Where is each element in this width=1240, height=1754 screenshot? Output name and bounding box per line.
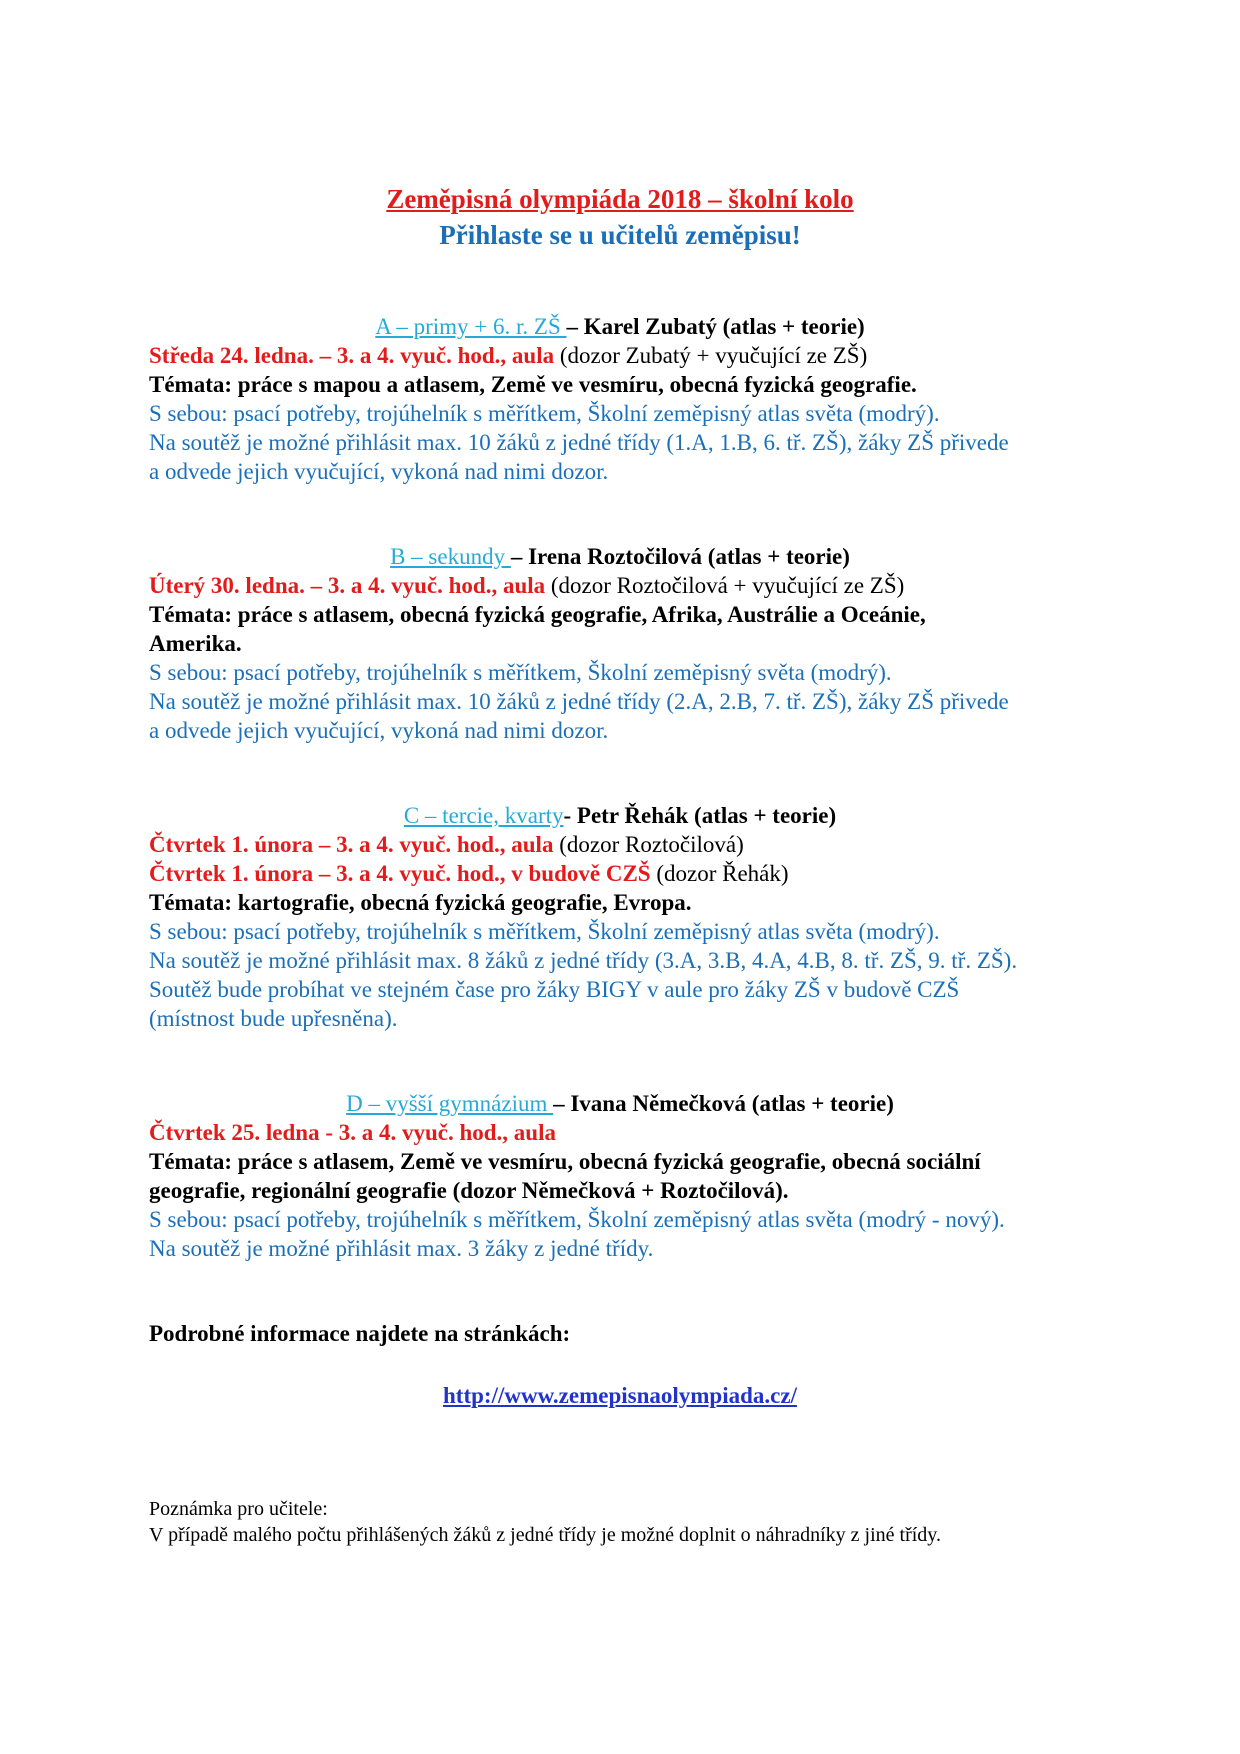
document-subtitle: Přihlaste se u učitelů zeměpisu! — [439, 220, 801, 250]
section-a-link[interactable]: A – primy + 6. r. ZŠ — [375, 314, 567, 339]
section-b-heading: B – sekundy – Irena Roztočilová (atlas + teorie) — [390, 544, 850, 569]
section-d-info-line: Na soutěž je možné přihlásit max. 3 žáky z jedné třídy. — [149, 1236, 654, 1261]
section-d-link[interactable]: D – vyšší gymnázium — [346, 1091, 554, 1116]
website-link — [0, 1381, 1240, 1410]
section-d-heading: D – vyšší gymnázium – Ivana Němečková (atlas + teorie) — [346, 1091, 894, 1116]
note-text: V případě malého počtu přihlášených žáků z jedné třídy je možné doplnit o náhradníky z jiné třídy. — [149, 1524, 941, 1546]
section-c-info-line: S sebou: psací potřeby, trojúhelník s měřítkem, Školní zeměpisný atlas světa (modrý). — [149, 919, 940, 944]
website-url[interactable]: http://www.zemepisnaolympiada.cz/ — [443, 1383, 797, 1408]
section-c-info-line: Na soutěž je možné přihlásit max. 8 žáků z jedné třídy (3.A, 3.B, 4.A, 4.B, 8. tř. ZŠ, 9. tř. ZŠ). — [149, 948, 1018, 973]
section-a-topics: Témata: práce s mapou a atlasem, Země ve vesmíru, obecná fyzická geografie. — [149, 372, 917, 397]
note-label: Poznámka pro učitele: — [149, 1498, 328, 1520]
section-c-date-2: Čtvrtek 1. února – 3. a 4. vyuč. hod., v budově CZŠ (dozor Řehák) — [149, 861, 789, 886]
section-b-topics: Amerika. — [149, 631, 242, 656]
document-title: Zeměpisná olympiáda 2018 – školní kolo — [386, 184, 854, 214]
section-a-info-line: Na soutěž je možné přihlásit max. 10 žáků z jedné třídy (1.A, 1.B, 6. tř. ZŠ), žáky ZŠ přivede — [149, 430, 1009, 455]
section-b-info-line: a odvede jejich vyučující, vykoná nad nimi dozor. — [149, 718, 609, 743]
section-d-topics: Témata: práce s atlasem, Země ve vesmíru, obecná fyzická geografie, obecná sociální — [149, 1149, 981, 1174]
section-c-info-line: Soutěž bude probíhat ve stejném čase pro žáky BIGY v aule pro žáky ZŠ v budově CZŠ — [149, 977, 960, 1002]
section-b-link[interactable]: B – sekundy — [390, 544, 511, 569]
section-a-date: Středa 24. ledna. – 3. a 4. vyuč. hod., aula (dozor Zubatý + vyučující ze ZŠ) — [149, 343, 868, 368]
section-b-info-line: S sebou: psací potřeby, trojúhelník s měřítkem, Školní zeměpisný světa (modrý). — [149, 660, 892, 685]
section-c-info-line: (místnost bude upřesněna). — [149, 1006, 398, 1031]
section-c-topics: Témata: kartografie, obecná fyzická geografie, Evropa. — [149, 890, 692, 915]
section-b-info-line: Na soutěž je možné přihlásit max. 10 žáků z jedné třídy (2.A, 2.B, 7. tř. ZŠ), žáky ZŠ přivede — [149, 689, 1009, 714]
section-c-link[interactable]: C – tercie, kvarty — [403, 803, 564, 828]
section-a-heading: A – primy + 6. r. ZŠ – Karel Zubatý (atlas + teorie) — [375, 314, 865, 339]
section-d-info-line: S sebou: psací potřeby, trojúhelník s měřítkem, Školní zeměpisný atlas světa (modrý - nový). — [149, 1207, 1005, 1232]
section-b-topics: Témata: práce s atlasem, obecná fyzická geografie, Afrika, Austrálie a Oceánie, — [149, 602, 926, 627]
section-b-date: Úterý 30. ledna. – 3. a 4. vyuč. hod., aula (dozor Roztočilová + vyučující ze ZŠ) — [149, 573, 905, 598]
section-d-date: Čtvrtek 25. ledna - 3. a 4. vyuč. hod., aula — [149, 1120, 556, 1145]
section-c-date: Čtvrtek 1. února – 3. a 4. vyuč. hod., aula (dozor Roztočilová) — [149, 832, 744, 857]
section-a-info-line: S sebou: psací potřeby, trojúhelník s měřítkem, Školní zeměpisný atlas světa (modrý). — [149, 401, 940, 426]
section-c-heading: C – tercie, kvarty- Petr Řehák (atlas + teorie) — [403, 803, 837, 828]
details-label: Podrobné informace najdete na stránkách: — [149, 1321, 571, 1346]
section-d-topics: geografie, regionální geografie (dozor Němečková + Roztočilová). — [149, 1178, 789, 1203]
section-a-info-line: a odvede jejich vyučující, vykoná nad nimi dozor. — [149, 459, 609, 484]
